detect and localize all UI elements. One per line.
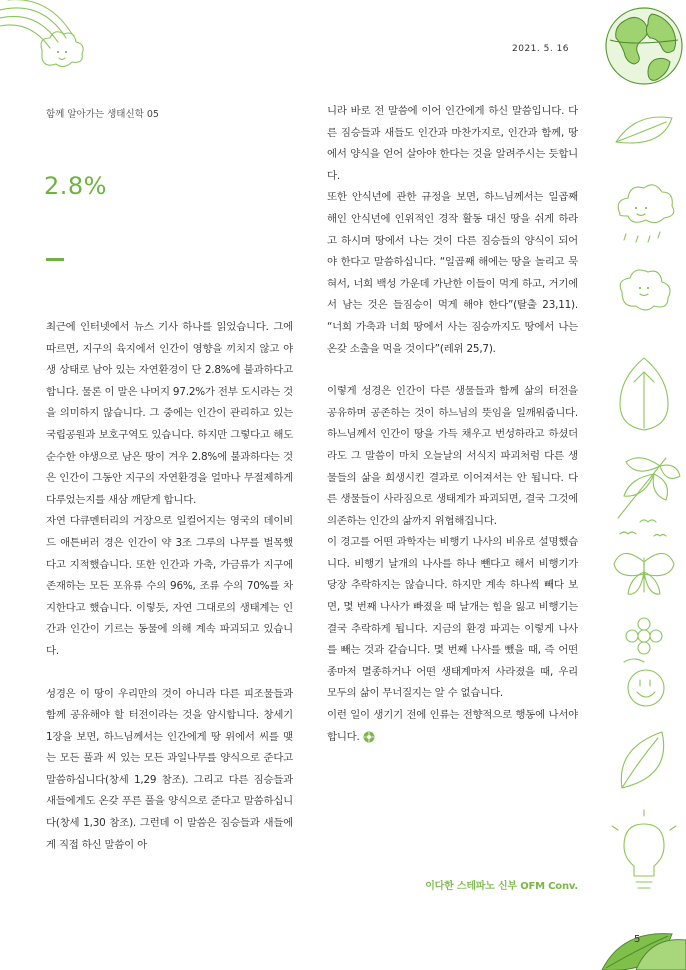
paragraph: 성경은 이 땅이 우리만의 것이 아니라 다른 피조물들과 함께 공유해야 할 터전이라는 것을 암시합니다. 창세기 1장을 보면, 하느님께서는 인간에게 땅 위에서 씨를 맺는 모든 풀과 씨 있는 모든 과일나무를 양식으로 준다고 말씀하십니다(창세 1,29 참조). 그리고 다른 짐승들과 새들에게도 온갖 푸른 풀을 양식으로 준다고 말씀하십니다(창세 1,30 참조). 그런데 이 말씀은 짐승들과 새들에게 직접 하신 말씀이 아 (46, 687, 293, 851)
flower-icon (624, 618, 662, 662)
author-signature: 이다한 스테파노 신부 OFM Conv. (425, 881, 578, 892)
paragraph: 자연 다큐멘터리의 거장으로 일컬어지는 영국의 데이비드 애튼버러 경은 인간이 약 3조 그루의 나무를 벌목했다고 지적했습니다. 또한 인간과 가축, 가금류가 지구에 존재하는 모든 포유류 수의 96%, 조류 수의 70%를 차지한다고 했습니다. 이렇듯, 자연 그대로의 생태계는 인간과 인간이 기르는 동물에 의해 계속 파괴되고 있습니다. (46, 515, 293, 657)
dragonfly-icon (618, 458, 680, 518)
article-title: 2.8% (44, 172, 107, 200)
paragraph: 이렇게 성경은 인간이 다른 생물들과 함께 삶의 터전을 공유하며 공존하는 것이 하느님의 뜻임을 일깨워줍니다. 하느님께서 인간이 땅을 가득 채우고 번성하라고 하셨더라도 그 말씀이 마치 오늘날의 서식지 파괴처럼 다른 생물들의 삶을 희생시킨 결과로 이어져서는 안 됩니다. 다른 생물들이 사라짐으로 생태계가 파괴되면, 결국 그것에 의존하는 인간의 삶까지 위협해집니다. (327, 385, 578, 527)
final-paragraph (327, 705, 578, 748)
paragraph: 니라 바로 전 말씀에 이어 인간에게 하신 말씀입니다. 다른 짐승들과 새들도 인간과 마찬가지로, 인간과 함께, 땅에서 양식을 얻어 살아야 한다는 것을 알려주시는 듯합니다. (327, 105, 578, 182)
series-label: 함께 알아가는 생태신학 05 (46, 109, 159, 120)
right-column (327, 101, 578, 748)
paragraph-text: 이런 일이 생기기 전에 인류는 전향적으로 행동에 나서야 합니다. (327, 709, 578, 743)
page-number: 5 (634, 934, 641, 945)
lightbulb-icon (612, 810, 676, 888)
globe-icon (596, 0, 686, 96)
leaf-arrow-icon (620, 358, 668, 430)
right-doodle-column (604, 112, 686, 952)
end-mark-icon (363, 731, 375, 743)
paragraph: 이 경고를 어떤 과학자는 비행기 나사의 비유로 설명했습니다. 비행기 날개의 나사를 하나 뺀다고 해서 비행기가 당장 추락하지는 않습니다. 하지만 계속 하나씩 빼다 보면, 몇 번째 나사가 빠졌을 때 날개는 힘을 잃고 비행기는 결국 추락하게 됩니다. 지금의 환경 파괴는 이렇게 나사를 빼는 것과 같습니다. 몇 번째 나사를 뺐을 때, 즉 어떤 종마저 멸종하거나 어떤 생태계마저 사라졌을 때, 우리 모두의 삶이 무너질지는 알 수 없습니다. (327, 536, 578, 700)
paragraph: 최근에 인터넷에서 뉴스 기사 하나를 읽었습니다. 그에 따르면, 지구의 육지에서 인간이 영향을 끼치지 않고 야생 상태로 남아 있는 자연환경이 단 2.8%에 불과하다고 합니다. 물론 이 말은 나머지 97.2%가 전부 도시라는 것을 의미하지 않습니다. 그 중에는 인간이 관리하고 있는 국립공원과 보호구역도 있습니다. 하지만 그렇다고 해도 순수한 야생으로 남은 땅이 겨우 2.8%에 불과하다는 것은 인간이 그동안 지구의 자연환경을 얼마나 무절제하게 다루었는지를 새삼 깨닫게 합니다. (46, 321, 293, 506)
leaf-icon-2 (621, 732, 663, 788)
cloud-rain-icon (618, 185, 674, 242)
smiley-cloud-icon (620, 270, 670, 310)
smiley-face-icon (628, 670, 664, 706)
butterfly-icon (614, 553, 674, 594)
issue-date: 2021. 5. 16 (512, 44, 570, 54)
bird-icons (620, 520, 666, 536)
leaf-icon (616, 117, 672, 143)
title-underline (46, 258, 64, 261)
paragraph: 또한 안식년에 관한 규정을 보면, 하느님께서는 일곱째 해인 안식년에 인위적인 경작 활동 대신 땅을 쉬게 하라고 하시며 땅에서 나는 것이 다른 짐승들의 양식이 되어야 한다고 말씀하십니다. “일곱째 해에는 땅을 놀리고 묵혀서, 너희 백성 가운데 가난한 이들이 먹게 하고, 거기에서 남는 것은 들짐승이 먹게 해야 한다”(탈출 23,11). “너희 가축과 너희 땅에서 사는 짐승까지도 땅에서 나는 온갖 소출을 먹을 것이다”(레위 25,7). (327, 191, 578, 355)
left-column (46, 317, 293, 856)
rainbow-cloud-icon (0, 0, 100, 90)
leaf-cluster-icon (596, 912, 686, 970)
